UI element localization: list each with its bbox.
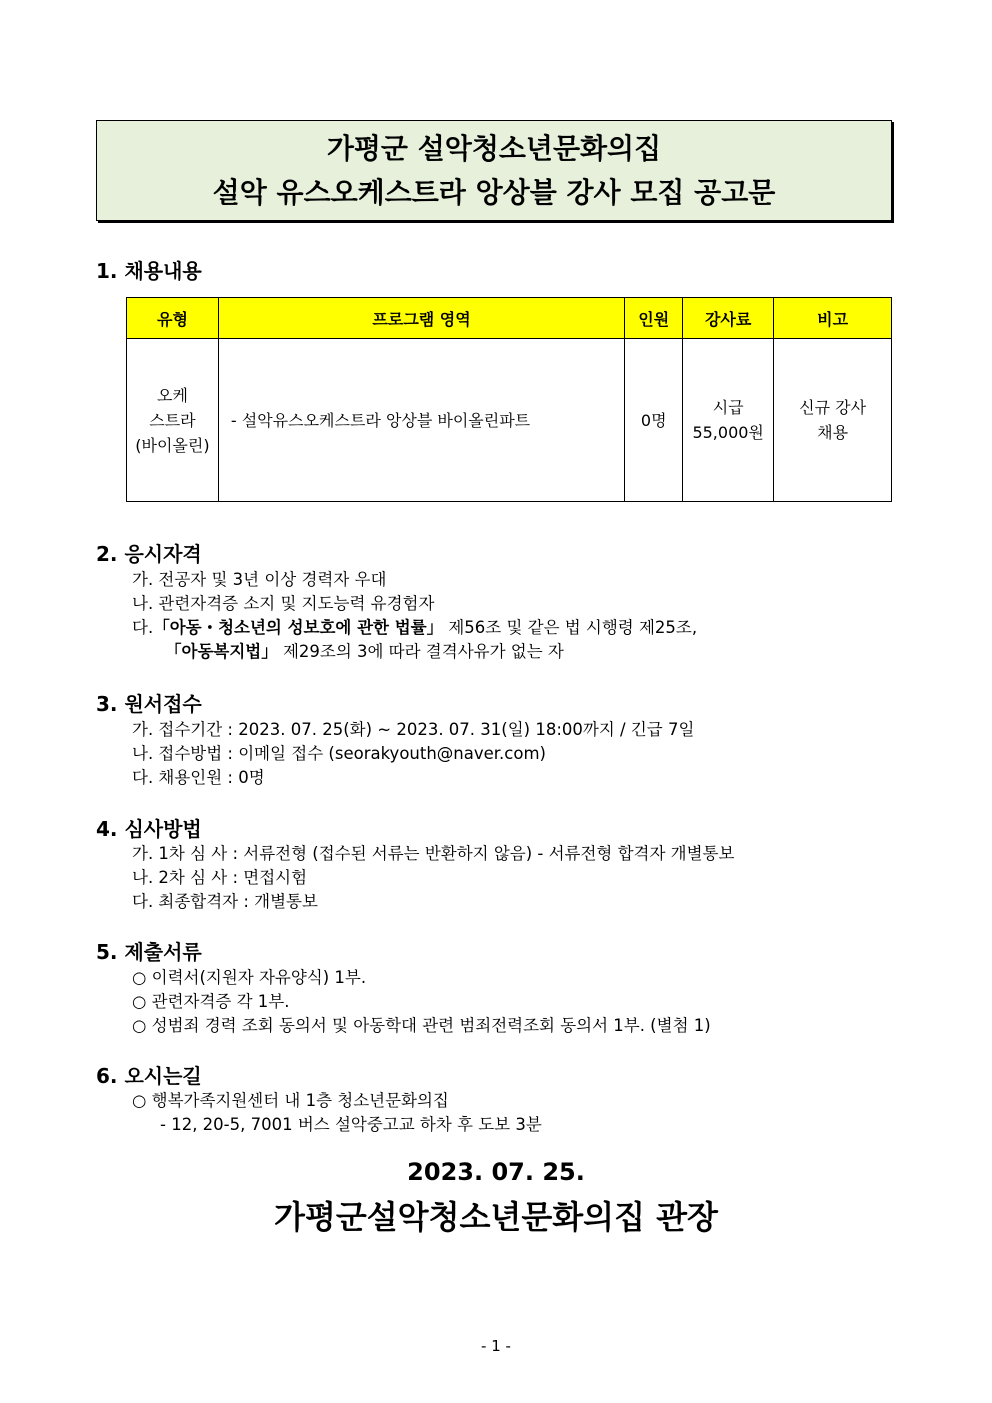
cell-type-line-2: 스트라 xyxy=(149,410,196,430)
screening-item: 가. 1차 심 사 : 서류전형 (접수된 서류는 반환하지 않음) - 서류전형 합격자 개별통보 xyxy=(132,844,735,863)
qualification-item-3-text-2: 제29조의 3에 따라 결격사유가 없는 자 xyxy=(277,642,564,661)
document-item: ○ 관련자격증 각 1부. xyxy=(132,992,290,1011)
title-line-2: 설악 유스오케스트라 앙상블 강사 모집 공고문 xyxy=(212,176,776,209)
qualification-item: 나. 관련자격증 소지 및 지도능력 유경험자 xyxy=(132,594,435,613)
header-count: 인원 xyxy=(625,298,683,339)
cell-note-line-1: 신규 강사 xyxy=(799,398,867,417)
directions-item: - 12, 20-5, 7001 버스 설악중고교 하차 후 도보 3분 xyxy=(160,1115,542,1134)
law-name-child-welfare: 「아동복지법」 xyxy=(165,642,278,661)
header-fee: 강사료 xyxy=(683,298,774,339)
issuer-name: 가평군설악청소년문화의집 관장 xyxy=(274,1198,718,1236)
qualification-item-3 xyxy=(132,614,697,638)
hiring-table xyxy=(126,297,892,502)
screening-item: 다. 최종합격자 : 개별통보 xyxy=(132,892,318,911)
cell-fee-line-2: 55,000원 xyxy=(692,423,764,442)
qualification-item-3-prefix: 다. xyxy=(132,618,154,637)
cell-fee-line-1: 시급 xyxy=(712,398,744,417)
cell-type-line-1: 오케 xyxy=(156,385,188,405)
cell-fee xyxy=(683,339,774,502)
qualification-item: 가. 전공자 및 3년 이상 경력자 우대 xyxy=(132,570,387,589)
page-number: - 1 - xyxy=(481,1337,511,1355)
application-item: 나. 접수방법 : 이메일 접수 (seorakyouth@naver.com) xyxy=(132,744,546,763)
header-program: 프로그램 영역 xyxy=(218,298,624,339)
section-3-heading: 3. 원서접수 xyxy=(96,692,202,716)
cell-note-line-2: 채용 xyxy=(817,423,849,442)
announcement-date: 2023. 07. 25. xyxy=(407,1158,585,1186)
qualification-item-3-text: 제56조 및 같은 법 시행령 제25조, xyxy=(443,618,698,637)
document-title-box xyxy=(96,120,892,221)
application-item: 다. 채용인원 : 0명 xyxy=(132,768,265,787)
application-item: 가. 접수기간 : 2023. 07. 25(화) ~ 2023. 07. 31(일) 18:00까지 / 긴급 7일 xyxy=(132,720,695,739)
title-line-1: 가평군 설악청소년문화의집 xyxy=(326,132,662,165)
header-note: 비고 xyxy=(774,298,892,339)
directions-item: ○ 행복가족지원센터 내 1층 청소년문화의집 xyxy=(132,1091,449,1110)
section-5-heading: 5. 제출서류 xyxy=(96,940,202,964)
header-type: 유형 xyxy=(127,298,219,339)
table-row xyxy=(127,339,892,502)
section-6-heading: 6. 오시는길 xyxy=(96,1064,202,1088)
cell-type xyxy=(127,339,219,502)
law-name-youth-protection: 「아동・청소년의 성보호에 관한 법률」 xyxy=(153,618,444,637)
cell-program: - 설악유스오케스트라 앙상블 바이올린파트 xyxy=(218,339,624,502)
qualification-item-3-cont xyxy=(165,638,564,662)
section-4-heading: 4. 심사방법 xyxy=(96,817,202,841)
cell-type-line-3: (바이올린) xyxy=(135,435,210,455)
screening-item: 나. 2차 심 사 : 면접시험 xyxy=(132,868,308,887)
section-2-heading: 2. 응시자격 xyxy=(96,542,202,566)
document-item: ○ 이력서(지원자 자유양식) 1부. xyxy=(132,968,367,987)
document-item: ○ 성범죄 경력 조회 동의서 및 아동학대 관련 범죄전력조회 동의서 1부. (별첨 1) xyxy=(132,1016,711,1035)
table-header-row xyxy=(127,298,892,339)
cell-note xyxy=(774,339,892,502)
section-1-heading: 1. 채용내용 xyxy=(96,259,202,283)
cell-count: 0명 xyxy=(625,339,683,502)
